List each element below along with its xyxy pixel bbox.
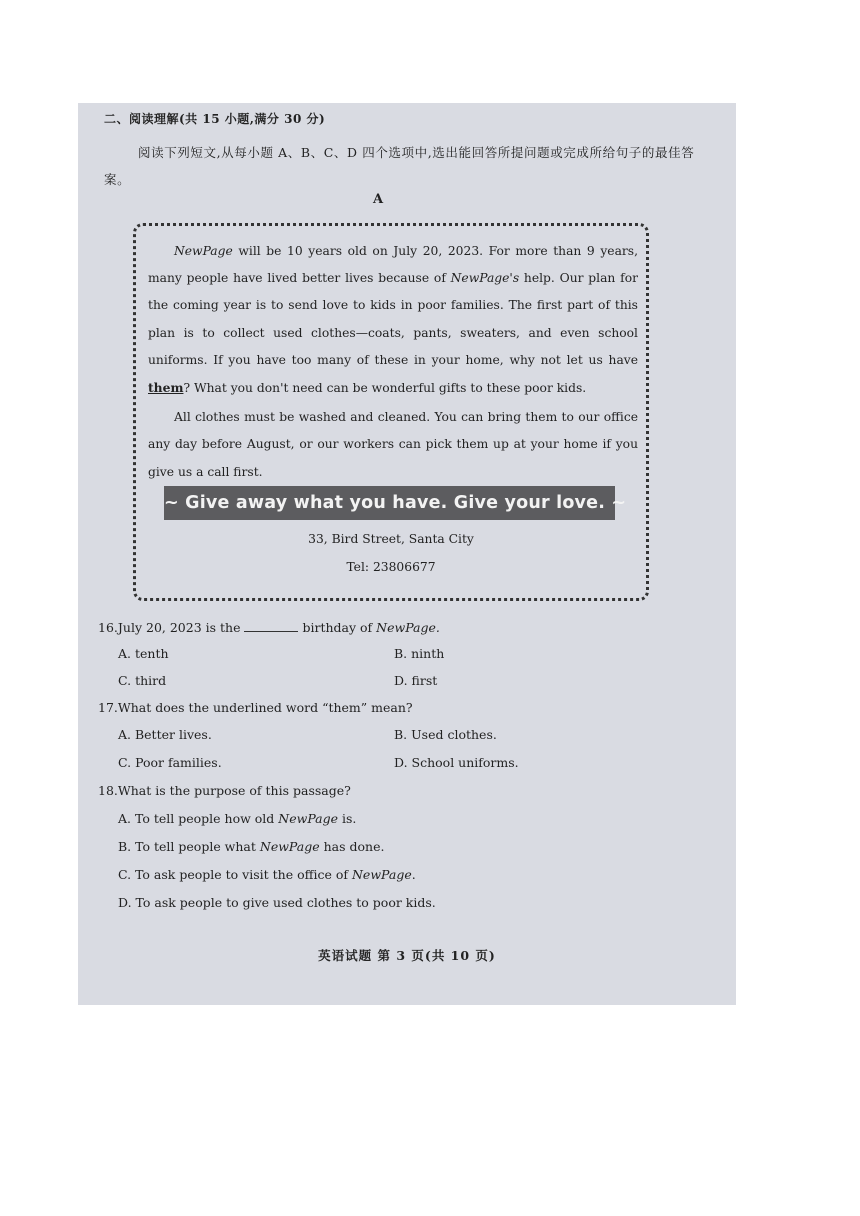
paragraph-text: ? What you don't need can be wonderful gifts to these poor kids. <box>183 381 587 396</box>
company-name: NewPage <box>278 811 339 826</box>
question-number: 17. <box>98 700 118 715</box>
question-16 <box>98 619 440 635</box>
company-name: NewPage. <box>376 620 440 635</box>
address: 33, Bird Street, Santa City <box>308 532 474 546</box>
company-name: NewPage's <box>450 271 520 286</box>
section-instruction: 阅读下列短文,从每小题 A、B、C、D 四个选项中,选出能回答所提问题或完成所给句子的最佳答案。 <box>104 145 695 187</box>
company-name: NewPage <box>351 867 412 882</box>
question-number: 16. <box>98 620 118 635</box>
question-number: 18. <box>98 783 118 798</box>
telephone: Tel: 23806677 <box>346 560 436 574</box>
option-text: B. To tell people what <box>118 839 260 854</box>
underlined-word: them <box>148 380 184 396</box>
slogan-banner: ~ Give away what you have. Give your love. ~ <box>164 486 615 520</box>
option-text: is. <box>338 811 357 826</box>
option-text: C. To ask people to visit the office of <box>118 867 352 882</box>
option-16-d[interactable]: D. first <box>394 673 438 688</box>
option-16-a[interactable]: A. tenth <box>118 646 169 661</box>
option-text: A. To tell people how old <box>118 811 279 826</box>
option-text: has done. <box>319 839 385 854</box>
paragraph-text: will be 10 years old on July 20, 2023. For more than 9 years, many people have lived better lives because of <box>148 244 638 286</box>
option-17-d[interactable]: D. School uniforms. <box>394 755 519 770</box>
question-text: July 20, 2023 is the <box>117 620 241 635</box>
option-17-a[interactable]: A. Better lives. <box>118 727 212 742</box>
option-17-b[interactable]: B. Used clothes. <box>394 727 497 742</box>
question-text: What is the purpose of this passage? <box>117 783 351 798</box>
option-17-c[interactable]: C. Poor families. <box>118 755 222 770</box>
option-18-b[interactable] <box>118 839 384 854</box>
passage-letter: A <box>372 192 384 207</box>
question-text: What does the underlined word “them” mean? <box>117 700 413 715</box>
company-name: NewPage <box>174 244 233 258</box>
paragraph-text: help. Our plan for the coming year is to send love to kids in poor families. The first part of this plan is to collect used clothes—coats, pants, sweaters, and even school uniforms. If you have too many of these in your home, why not let us have <box>148 271 638 367</box>
option-18-c[interactable] <box>118 867 416 882</box>
option-16-b[interactable]: B. ninth <box>394 646 445 661</box>
advertisement-box <box>133 223 649 601</box>
passage-paragraph-2: All clothes must be washed and cleaned. You can bring them to our office any day before August, or our workers can pick them up at your home if you give us a call first. <box>148 410 638 479</box>
option-text: D. To ask people to give used clothes to poor kids. <box>118 895 436 910</box>
option-18-a[interactable] <box>118 811 356 826</box>
advertisement-text <box>148 238 638 486</box>
answer-blank <box>244 619 298 632</box>
question-17 <box>98 700 413 715</box>
section-title: 二、阅读理解(共 15 小题,满分 30 分) <box>104 112 326 126</box>
page-footer: 英语试题 第 3 页(共 10 页) <box>318 948 496 963</box>
option-text: . <box>411 867 416 882</box>
question-text: birthday of <box>302 620 377 635</box>
company-name: NewPage <box>259 839 320 854</box>
option-16-c[interactable]: C. third <box>118 673 167 688</box>
option-18-d[interactable] <box>118 895 436 910</box>
question-18 <box>98 783 351 798</box>
passage-paragraph-1 <box>148 238 638 402</box>
exam-sheet <box>78 103 736 1005</box>
